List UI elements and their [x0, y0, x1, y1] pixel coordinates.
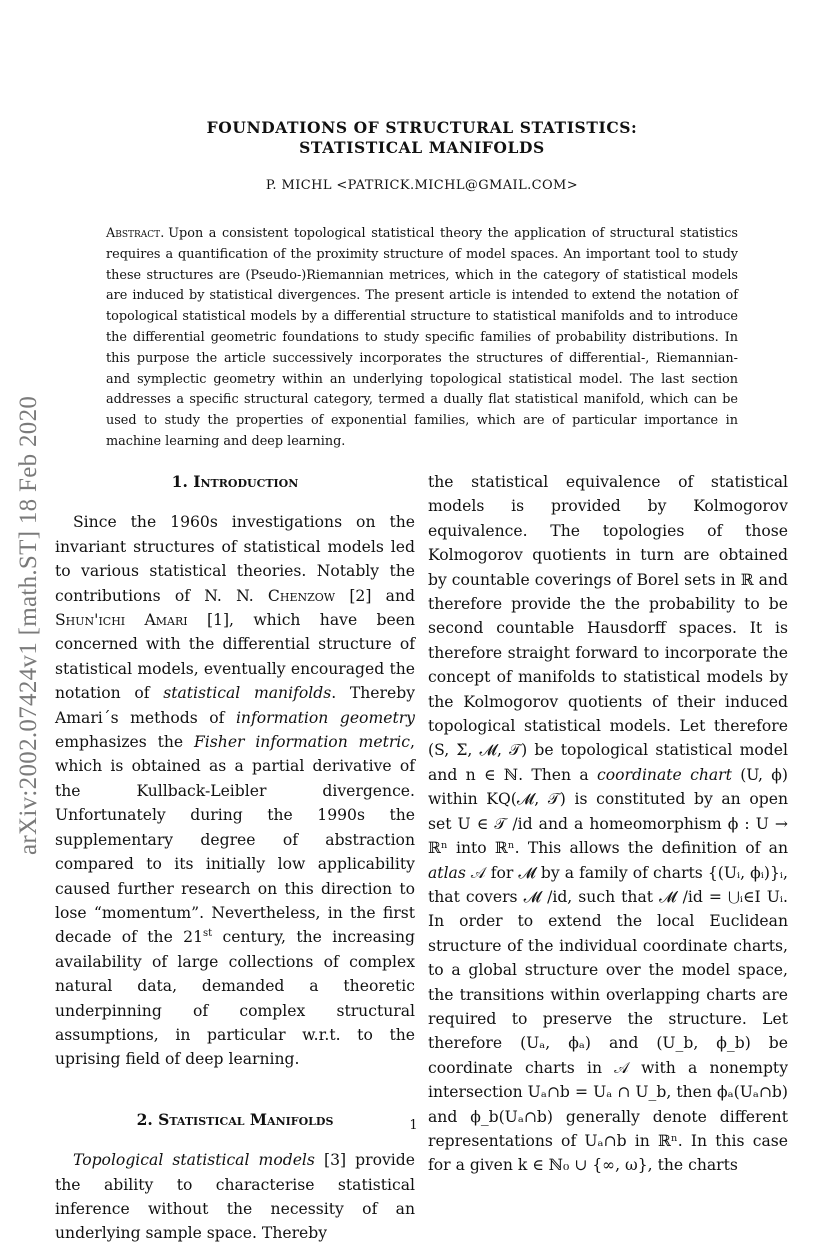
section-2-text: [3] provide the ability to characterise statistical inference without the necessity of an underlying sample space. Thereby — [55, 1151, 415, 1243]
author-amari: Shun'ichi Amari — [55, 611, 188, 630]
author-chenzow: N. N. Chenzow — [204, 586, 336, 605]
paper-title-line-2: STATISTICAL MANIFOLDS — [299, 138, 545, 157]
intro-text-f: century, the increasing availability of large collections of complex natural data, demanded a theoretic underpinning of complex structural assumptions, in particular w.r.t. to the uprising field of deep learning. — [55, 928, 415, 1069]
paper-title — [106, 118, 738, 158]
intro-text-a: Since the 1960s investigations on the invariant structures of statistical models led to various statistical theories. Notably the contributions of — [55, 513, 415, 605]
right-column — [428, 470, 788, 1178]
section-2-heading: 2. Statistical Manifolds — [136, 1109, 334, 1129]
term-coordinate-chart: coordinate chart — [597, 765, 732, 784]
continued-paragraph — [428, 470, 788, 1178]
abstract-label: Abstract. — [106, 226, 165, 241]
citation-ref-2: [2] — [349, 586, 372, 605]
intro-text-c: . Thereby Amari´s methods of — [55, 684, 415, 727]
intro-text-and: and — [385, 586, 415, 605]
paper-title-line-1: FOUNDATIONS OF STRUCTURAL STATISTICS: — [206, 118, 638, 137]
author-line: P. MICHL <PATRICK.MICHL@GMAIL.COM> — [265, 178, 579, 193]
page-number: 1 — [409, 1118, 418, 1133]
section-1-heading: 1. Introduction — [171, 472, 299, 491]
introduction-paragraph — [55, 510, 415, 1071]
term-topological-statistical-models: Topological statistical models — [73, 1151, 315, 1170]
term-statistical-manifolds: statistical manifolds — [163, 684, 332, 703]
abstract-text: Upon a consistent topological statistical theory the application of structural statistics requires a quantification of the proximity structure of model spaces. An important tool to study these structures are (Pseudo-)Riemannian metrices, which in the category of statistical models are induced by statistical divergences. The present article is intended to extend the notation of topological statistical models by a differential structure to statistical manifolds and to introduce the differential geometric foundations to study specific families of probability distributions. In this purpose the article successively incorporates the structures of differential-, Riemannian- and symplectic geometry within an underlying topological statistical model. The last section addresses a specific structural category, termed a dually flat statistical manifold, which can be used to study the properties of exponential families, which are of particular importance in machine learning and deep learning. — [106, 226, 738, 449]
superscript-st: st — [203, 928, 213, 940]
right-text-a: the statistical equivalence of statistical models is provided by Kolmogorov equivalence. The topologies of those Kolmogorov quotients in turn are obtained by countable coverings of Borel sets in ℝ and therefore provide the the probability to be second countable Hausdorff spaces. It is therefore straight forward to incorporate the concept of manifolds to statistical models by the Kolmogorov quotients of their induced topological statistical models. Let therefore (S, Σ, 𝓜, 𝒯) be topological statistical model and n ∈ ℕ. Then a — [428, 473, 788, 784]
right-text-b: (U, ϕ) within KQ(𝓜, 𝒯) is constituted by an open set U ∈ 𝒯 /id and a homeomorphism ϕ : U → ℝⁿ into ℝⁿ. This allows the definition of an — [428, 765, 788, 858]
section-2-paragraph — [55, 1148, 415, 1246]
intro-text-b: [1], which have been concerned with the differential structure of statistical models, eventually encouraged the notation of — [55, 611, 415, 703]
abstract — [106, 224, 738, 453]
term-information-geometry: information geometry — [235, 708, 415, 727]
intro-text-d: emphasizes the — [55, 733, 184, 752]
term-fisher-metric: Fisher information metric — [193, 733, 411, 752]
intro-text-e: , which is obtained as a partial derivative of the Kullback-Leibler divergence. Unfortunately during the 1990s the supplementary degree of abstraction compared to its initially low applicability caused further research on this direction to lose “momentum”. Nevertheless, in the first decade of the 21 — [55, 733, 415, 947]
right-text-c: 𝒜 for 𝓜 by a family of charts {(Uᵢ, ϕᵢ)}ᵢ, that covers 𝓜 /id, such that 𝓜 /id = ⋃ᵢ∈I Uᵢ. In order to extend the local Euclidean structure of the individual coordinate charts, to a global structure over the model space, the transitions within overlapping charts are required to preserve the structure. Let therefore (Uₐ, ϕₐ) and (U_b, ϕ_b) be coordinate charts in 𝒜 with a nonempty intersection Uₐ∩b = Uₐ ∩ U_b, then ϕₐ(Uₐ∩b) and ϕ_b(Uₐ∩b) generally denote different representations of Uₐ∩b in ℝⁿ. In this case for a given k ∈ ℕ₀ ∪ {∞, ω}, the charts — [428, 863, 788, 1175]
arxiv-identifier-stamp: arXiv:2002.07424v1 [math.ST] 18 Feb 2020 — [15, 395, 42, 855]
term-atlas: atlas — [428, 863, 466, 882]
